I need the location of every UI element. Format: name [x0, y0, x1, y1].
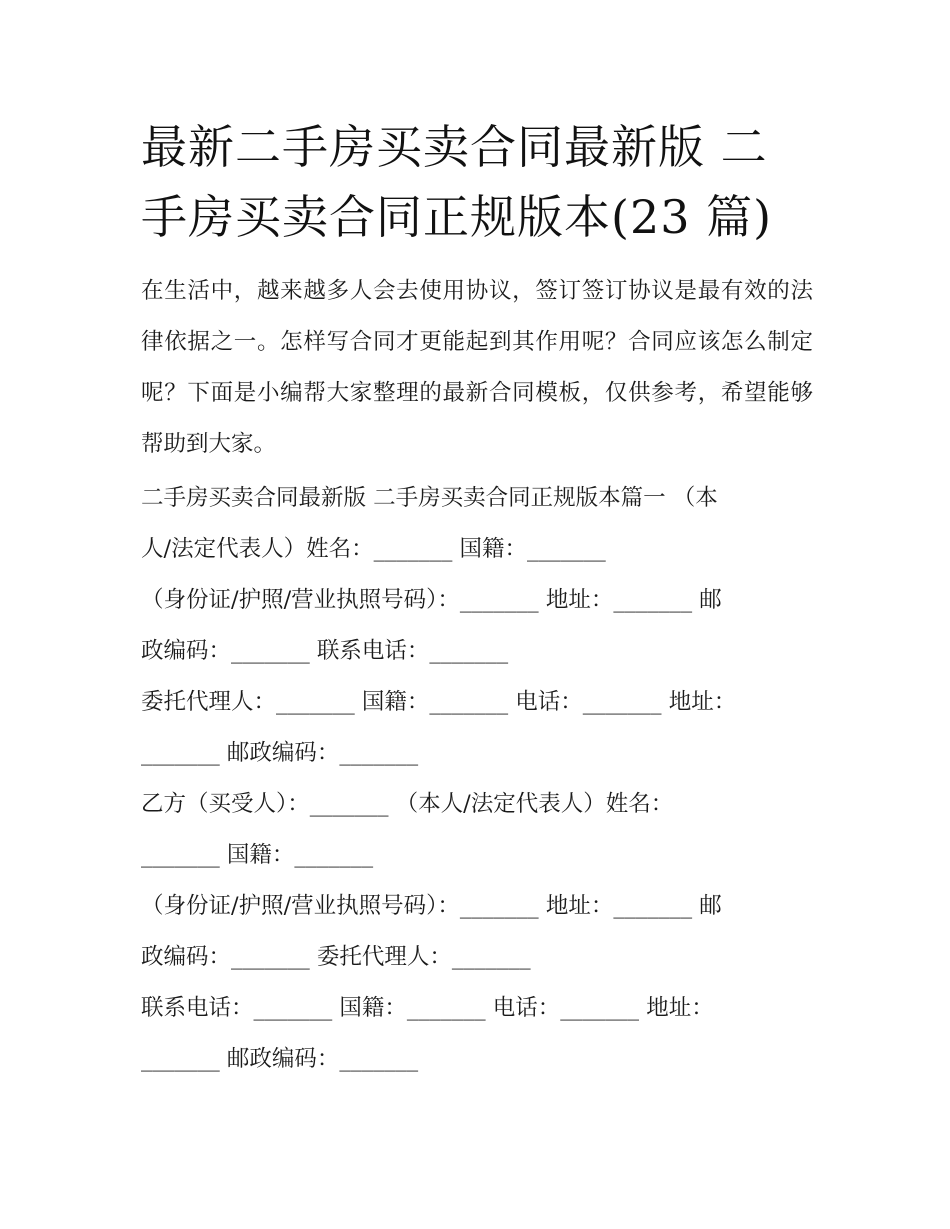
contract-line: （身份证/护照/营业执照号码）：_______ 地址：_______ 邮 — [141, 587, 722, 613]
document-page — [141, 112, 813, 1085]
contract-line: 联系电话：_______ 国籍：_______ 电话：_______ 地址： — [141, 995, 714, 1021]
contract-line: 政编码：_______ 联系电话：_______ — [141, 638, 509, 664]
contract-line: _______ 国籍：_______ — [141, 842, 374, 868]
contract-line: 二手房买卖合同最新版 二手房买卖合同正规版本篇一 （本 — [141, 485, 718, 511]
title-line: 最新二手房买卖合同最新版 二 — [141, 120, 768, 174]
intro-paragraph: 在生活中，越来越多人会去使用协议，签订签订协议是最有效的法律依据之一。怎样写合同才更能起到其作用呢？合同应该怎么制定呢？下面是小编帮大家整理的最新合同模板，仅供参考，希望能够帮助到大家。 — [141, 278, 813, 457]
contract-line: 乙方（买受人）：_______ （本人/法定代表人）姓名： — [141, 791, 674, 817]
contract-line: _______ 邮政编码：_______ — [141, 740, 419, 766]
document-body — [141, 266, 813, 1085]
contract-line: _______ 邮政编码：_______ — [141, 1046, 419, 1072]
contract-line: （身份证/护照/营业执照号码）：_______ 地址：_______ 邮 — [141, 893, 722, 919]
contract-line: 委托代理人：_______ 国籍：_______ 电话：_______ 地址： — [141, 689, 737, 715]
contract-line: 人/法定代表人）姓名：_______ 国籍：_______ — [141, 536, 606, 562]
title-line: 手房买卖合同正规版本(23 篇) — [141, 190, 773, 244]
contract-line: 政编码：_______ 委托代理人：_______ — [141, 944, 531, 970]
document-title — [141, 112, 813, 252]
